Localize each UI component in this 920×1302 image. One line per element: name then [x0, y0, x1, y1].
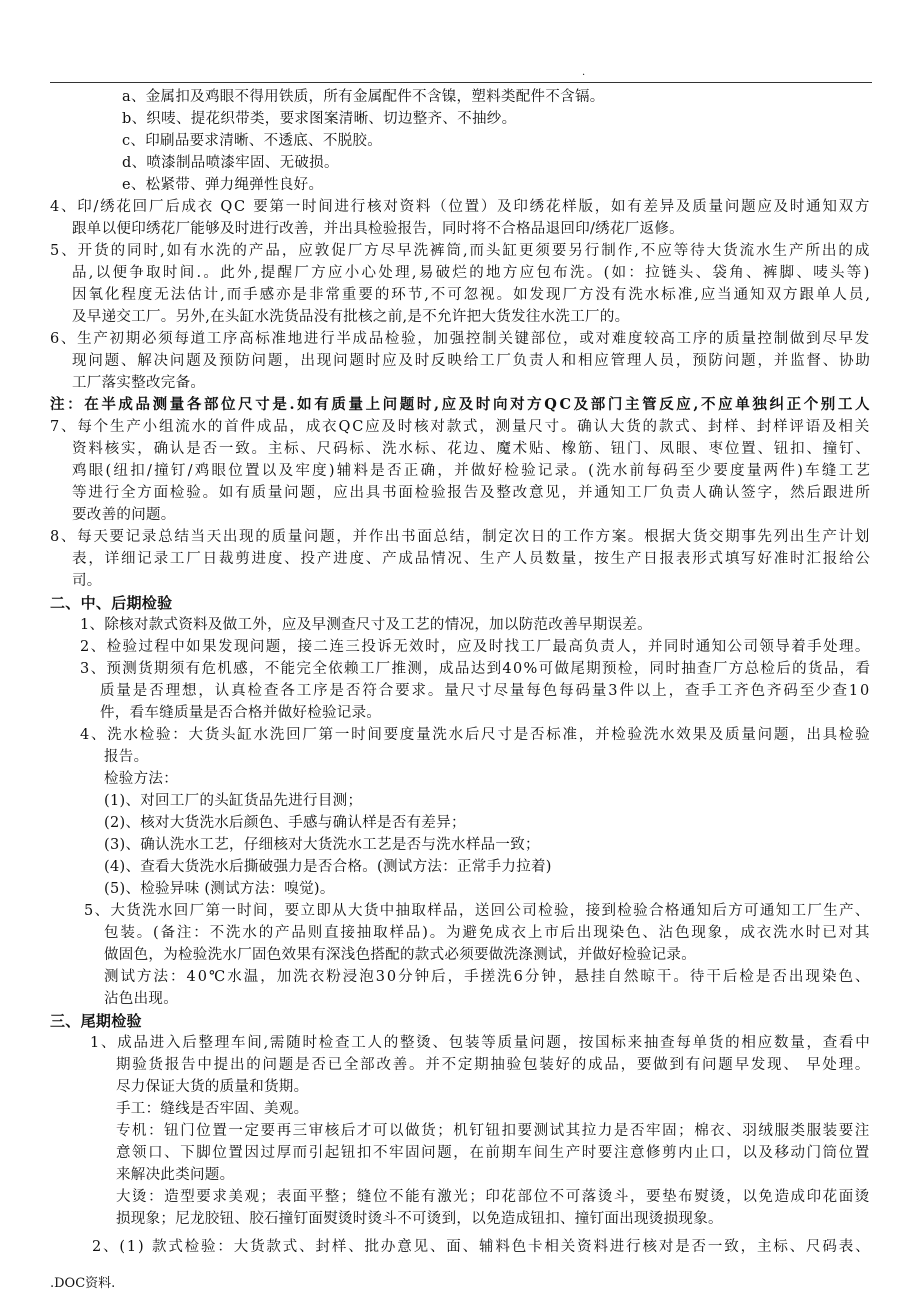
text-line: 损现象；尼龙胶钮、胶石撞钉面熨烫时烫斗不可烫到，以免造成钮扣、撞钉面出现烫损现象。 — [116, 1211, 723, 1227]
text-line: 7、每个生产小组流水的首件成品，成衣QC应及时核对款式，测量尺寸。确认大货的款式、封样、封样评语及相关 — [50, 419, 872, 435]
text-line: 检验方法： — [104, 771, 178, 787]
text-line: 来解决此类问题。 — [116, 1167, 235, 1183]
text-line: 3、预测货期须有危机感，不能完全依赖工厂推测，成品达到40%可做尾期预检，同时抽查厂方总检后的货品，看 — [80, 661, 872, 677]
text-line: 4、洗水检验：大货头缸水洗回厂第一时间要度量洗水后尺寸是否标准，并检验洗水效果及质量问题，出具检验 — [80, 727, 872, 743]
text-line: 2、检验过程中如果发现问题，接二连三投诉无效时，应及时找工厂最高负责人，并同时通知公司领导着手处理。 — [80, 639, 871, 655]
text-line: 件，看车缝质量是否合格并做好检验记录。 — [100, 705, 382, 721]
text-line: 跟单以便印绣花厂能够及时进行改善，并出具检验报告，同时将不合格品退回印/绣花厂返修。 — [72, 221, 684, 237]
text-line: 要改善的问题。 — [72, 507, 176, 523]
text-line: 5、大货洗水回厂第一时间，要立即从大货中抽取样品，送回公司检验，接到检验合格通知后方可通知工厂生产、 — [84, 903, 871, 919]
text-line: 等进行全方面检验。如有质量问题，应出具书面检验报告及整改意见，并通知工厂负责人确认签字，然后跟进所 — [72, 485, 872, 501]
text-line: e、松紧带、弹力绳弹性良好。 — [122, 177, 324, 193]
text-line: 现问题、解决问题及预防问题，出现问题时应及时反映给工厂负责人和相应管理人员，预防问题，并监督、协助 — [72, 353, 872, 369]
text-line: 工厂落实整改完备。 — [72, 375, 206, 391]
header-mark: . — [582, 67, 586, 78]
footer-text: .DOC资料. — [50, 1276, 116, 1291]
text-line: 大烫：造型要求美观；表面平整；缝位不能有激光；印花部位不可落烫斗，要垫布熨烫，以免造成印花面烫 — [116, 1189, 871, 1205]
text-line: 专机：钮门位置一定要再三审核后才可以做货；机钉钮扣要测试其拉力是否牢固；棉衣、羽绒服类服装要注 — [116, 1123, 871, 1139]
text-line: 表，详细记录工厂日裁剪进度、投产进度、产成品情况、生产人员数量，按生产日报表形式填写好准时汇报给公 — [72, 551, 872, 567]
note-line: 注：在半成品测量各部位尺寸是.如有质量上问题时,应及时向对方QC及部门主管反应,不应单独纠正个别工人 — [50, 396, 873, 413]
text-line: (4)、查看大货洗水后撕破强力是否合格。(测试方法：正常手力拉着) — [104, 859, 552, 875]
text-line: 尽力保证大货的质量和货期。 — [116, 1079, 309, 1095]
text-line: 做固色，为检验洗水厂固色效果有深浅色搭配的款式必须要做洗涤测试，并做好检验记录。 — [104, 947, 696, 963]
section-heading: 三、尾期检验 — [50, 1012, 142, 1030]
text-line: 8、每天要记录总结当天出现的质量问题，并作出书面总结，制定次日的工作方案。根据大货交期事先列出生产计划 — [50, 529, 871, 545]
text-line: 及早递交工厂。另外,在头缸水洗货品没有批核之前,是不允许把大货发往水洗工厂的。 — [72, 309, 630, 325]
text-line: (5)、检验异味 (测试方法：嗅觉)。 — [104, 881, 335, 897]
section-heading: 二、中、后期检验 — [50, 594, 173, 612]
text-line: 6、生产初期必须每道工序高标准地进行半成品检验，加强控制关键部位，或对难度较高工序的质量控制做到尽早发 — [50, 331, 871, 347]
text-line: 意领口、下脚位置因过厚而引起钮扣不牢固问题，在前期车间生产时要注意修剪内止口，以及移动门筒位置 — [116, 1145, 871, 1161]
text-line: 5、开货的同时,如有水洗的产品，应敦促厂方尽早洗裤筒,而头缸更须要另行制作,不应等待大货流水生产所出的成 — [50, 243, 872, 259]
text-line: 报告。 — [104, 749, 149, 765]
text-line: 测试方法：40℃水温，加洗衣粉浸泡30分钟后，手搓洗6分钟，悬挂自然晾干。待干后检是否出现染色、 — [104, 969, 872, 985]
text-line: (3)、确认洗水工艺，仔细核对大货洗水工艺是否与洗水样品一致； — [104, 837, 540, 853]
header-rule — [50, 82, 872, 83]
text-line: 2、(1) 款式检验：大货款式、封样、批办意见、面、辅料色卡相关资料进行核对是否一致，主标、尺码表、 — [92, 1239, 872, 1255]
text-line: d、喷漆制品喷漆牢固、无破损。 — [122, 155, 339, 171]
text-line: 品,以便争取时间.。此外,提醒厂方应小心处理,易破烂的地方应包布洗。(如：拉链头、袋角、裤脚、唛头等) — [72, 265, 872, 281]
text-line: 鸡眼(纽扣/撞钉/鸡眼位置以及牢度)辅料是否正确，并做好检验记录。(洗水前每码至少要度量两件)车缝工艺 — [72, 463, 873, 479]
text-line: 质量是否理想，认真检查各工序是否符合要求。量尺寸尽量每色每码量3件以上，查手工齐色齐码至少查10 — [100, 683, 872, 699]
text-line: 1、成品进入后整理车间,需随时检查工人的整烫、包装等质量问题，按国标来抽查每单货的相应数量，查看中 — [90, 1035, 872, 1051]
text-line: 资料核实，确认是否一致。主标、尺码标、洗水标、花边、魔术贴、橡筋、钮门、凤眼、枣位置、钮扣、撞钉、 — [72, 441, 872, 457]
text-line: 因氧化程度无法估计,而手感亦是非常重要的环节,不可忽视。如发现厂方没有洗水标准,应当通知双方跟单人员, — [72, 287, 872, 303]
text-line: 期验货报告中提出的问题是否已全部改善。并不定期抽验包装好的成品，要做到有问题早发现、 早处理。 — [116, 1057, 872, 1073]
text-line: a、金属扣及鸡眼不得用铁质，所有金属配件不含镍，塑料类配件不含镉。 — [122, 89, 605, 105]
text-line: (1)、对回工厂的头缸货品先进行目测； — [104, 793, 363, 809]
text-line: c、印刷品要求清晰、不透底、不脱胶。 — [122, 133, 383, 149]
text-line: b、织唛、提花织带类，要求图案清晰、切边整齐、不抽纱。 — [122, 111, 517, 127]
text-line: (2)、核对大货洗水后颜色、手感与确认样是否有差异； — [104, 815, 466, 831]
text-line: 沾色出现。 — [104, 991, 178, 1007]
text-line: 手工：缝线是否牢固、美观。 — [116, 1101, 309, 1117]
text-line: 4、印/绣花回厂后成衣 QC 要第一时间进行核对资料（位置）及印绣花样版，如有差异及质量问题应及时通知双方 — [50, 199, 872, 215]
text-line: 1、除核对款式资料及做工外，应及早测查尺寸及工艺的情况，加以防范改善早期误差。 — [80, 617, 652, 633]
text-line: 司。 — [72, 573, 102, 589]
text-line: 包装。(备注：不洗水的产品则直接抽取样品)。为避免成衣上市后出现染色、沾色现象，成衣洗水时已对其 — [104, 925, 872, 941]
